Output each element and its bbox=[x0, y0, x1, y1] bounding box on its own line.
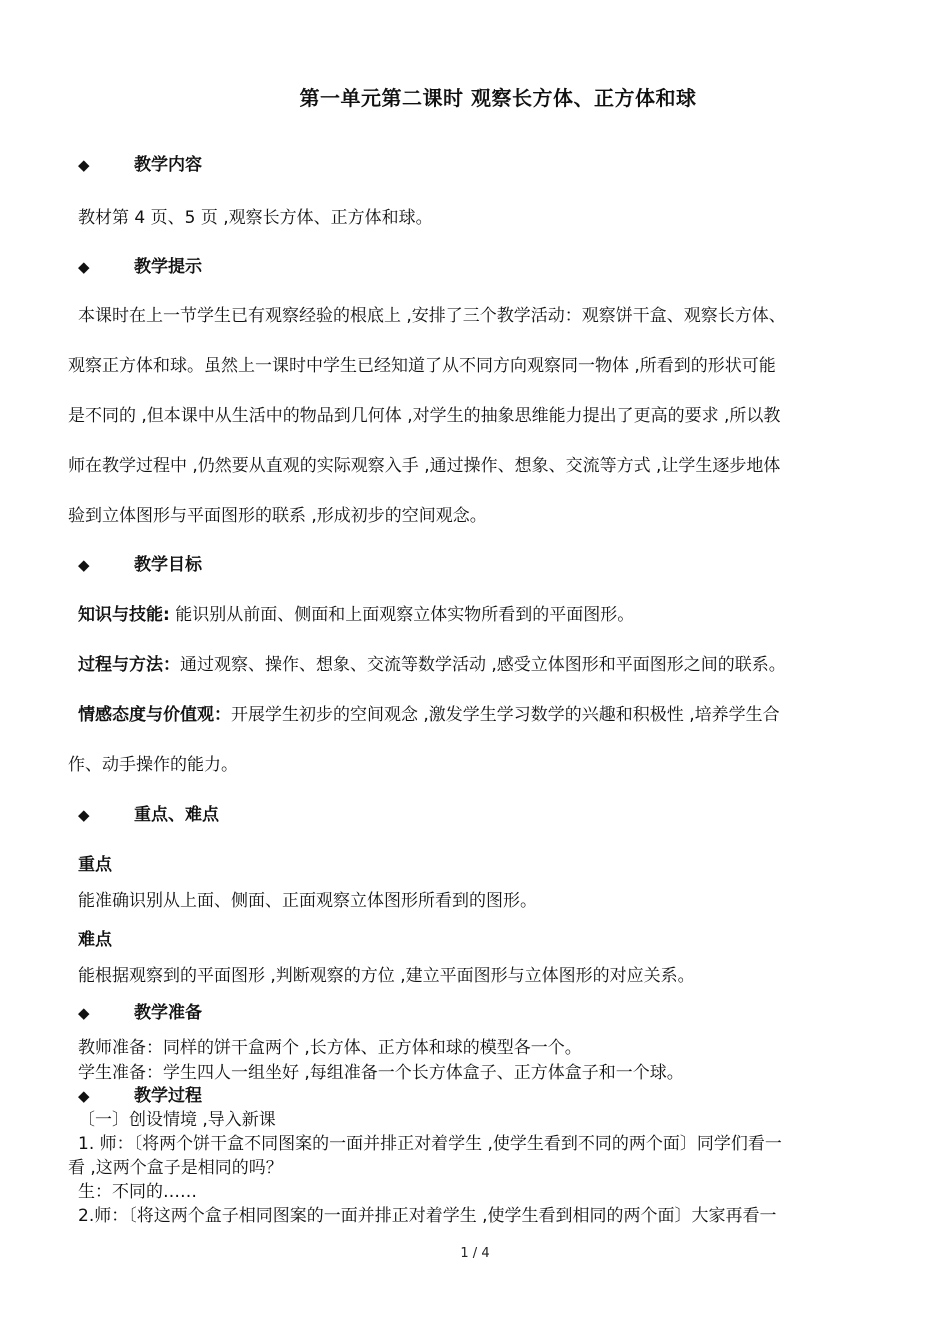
section-heading-key-points: ◆ 重点、难点 bbox=[78, 805, 219, 825]
diamond-bullet-icon: ◆ bbox=[78, 1087, 90, 1105]
goal-attitude-cont: 作、动手操作的能力。 bbox=[68, 755, 238, 775]
process-line: 生：不同的…… bbox=[78, 1182, 197, 1202]
diamond-bullet-icon: ◆ bbox=[78, 156, 90, 174]
process-line: 〔一〕创设情境 ,导入新课 bbox=[78, 1110, 276, 1130]
hint-line: 师在教学过程中 ,仍然要从直观的实际观察入手 ,通过操作、想象、交流等方式 ,让学生逐步地体 bbox=[68, 456, 781, 476]
diamond-bullet-icon: ◆ bbox=[78, 806, 90, 824]
goal-attitude: 情感态度与价值观：开展学生初步的空间观念 ,激发学生学习数学的兴趣和积极性 ,培养学生合 bbox=[78, 705, 780, 725]
content-text: 教材第 4 页、5 页 ,观察长方体、正方体和球。 bbox=[78, 208, 433, 228]
prep-teacher: 教师准备：同样的饼干盒两个 ,长方体、正方体和球的模型各一个。 bbox=[78, 1038, 582, 1058]
diamond-bullet-icon: ◆ bbox=[78, 1004, 90, 1022]
difficulty-label: 难点 bbox=[78, 930, 112, 950]
process-line: 1. 师：〔将两个饼干盒不同图案的一面并排正对着学生 ,使学生看到不同的两个面〕同学们看一 bbox=[78, 1134, 782, 1154]
goal-process: 过程与方法：通过观察、操作、想象、交流等数学活动 ,感受立体图形和平面图形之间的联系。 bbox=[78, 655, 786, 675]
difficulty-text: 能根据观察到的平面图形 ,判断观察的方位 ,建立平面图形与立体图形的对应关系。 bbox=[78, 966, 695, 986]
section-heading-process: ◆ 教学过程 bbox=[78, 1086, 202, 1106]
section-heading-content: ◆ 教学内容 bbox=[78, 155, 202, 175]
diamond-bullet-icon: ◆ bbox=[78, 556, 90, 574]
prep-student: 学生准备：学生四人一组坐好 ,每组准备一个长方体盒子、正方体盒子和一个球。 bbox=[78, 1063, 684, 1083]
section-heading-goals: ◆ 教学目标 bbox=[78, 555, 202, 575]
section-heading-preparation: ◆ 教学准备 bbox=[78, 1003, 202, 1023]
section-heading-hint: ◆ 教学提示 bbox=[78, 257, 202, 277]
page-title: 第一单元第二课时 观察长方体、正方体和球 bbox=[299, 86, 697, 110]
process-line: 2.师：〔将这两个盒子相同图案的一面并排正对着学生 ,使学生看到相同的两个面〕大家再看一 bbox=[78, 1206, 777, 1226]
hint-line: 本课时在上一节学生已有观察经验的根底上 ,安排了三个教学活动：观察饼干盒、观察长方体、 bbox=[78, 306, 786, 326]
goal-knowledge: 知识与技能: 能识别从前面、侧面和上面观察立体实物所看到的平面图形。 bbox=[78, 605, 635, 625]
key-text: 能准确识别从上面、侧面、正面观察立体图形所看到的图形。 bbox=[78, 891, 537, 911]
process-line: 看 ,这两个盒子是相同的吗？ bbox=[68, 1158, 283, 1178]
hint-line: 是不同的 ,但本课中从生活中的物品到几何体 ,对学生的抽象思维能力提出了更高的要求 ,所以教 bbox=[68, 406, 781, 426]
hint-line: 验到立体图形与平面图形的联系 ,形成初步的空间观念。 bbox=[68, 506, 487, 526]
page-number: 1 / 4 bbox=[460, 1246, 490, 1261]
hint-line: 观察正方体和球。虽然上一课时中学生已经知道了从不同方向观察同一物体 ,所看到的形状可能 bbox=[68, 356, 776, 376]
key-label: 重点 bbox=[78, 855, 112, 875]
diamond-bullet-icon: ◆ bbox=[78, 258, 90, 276]
